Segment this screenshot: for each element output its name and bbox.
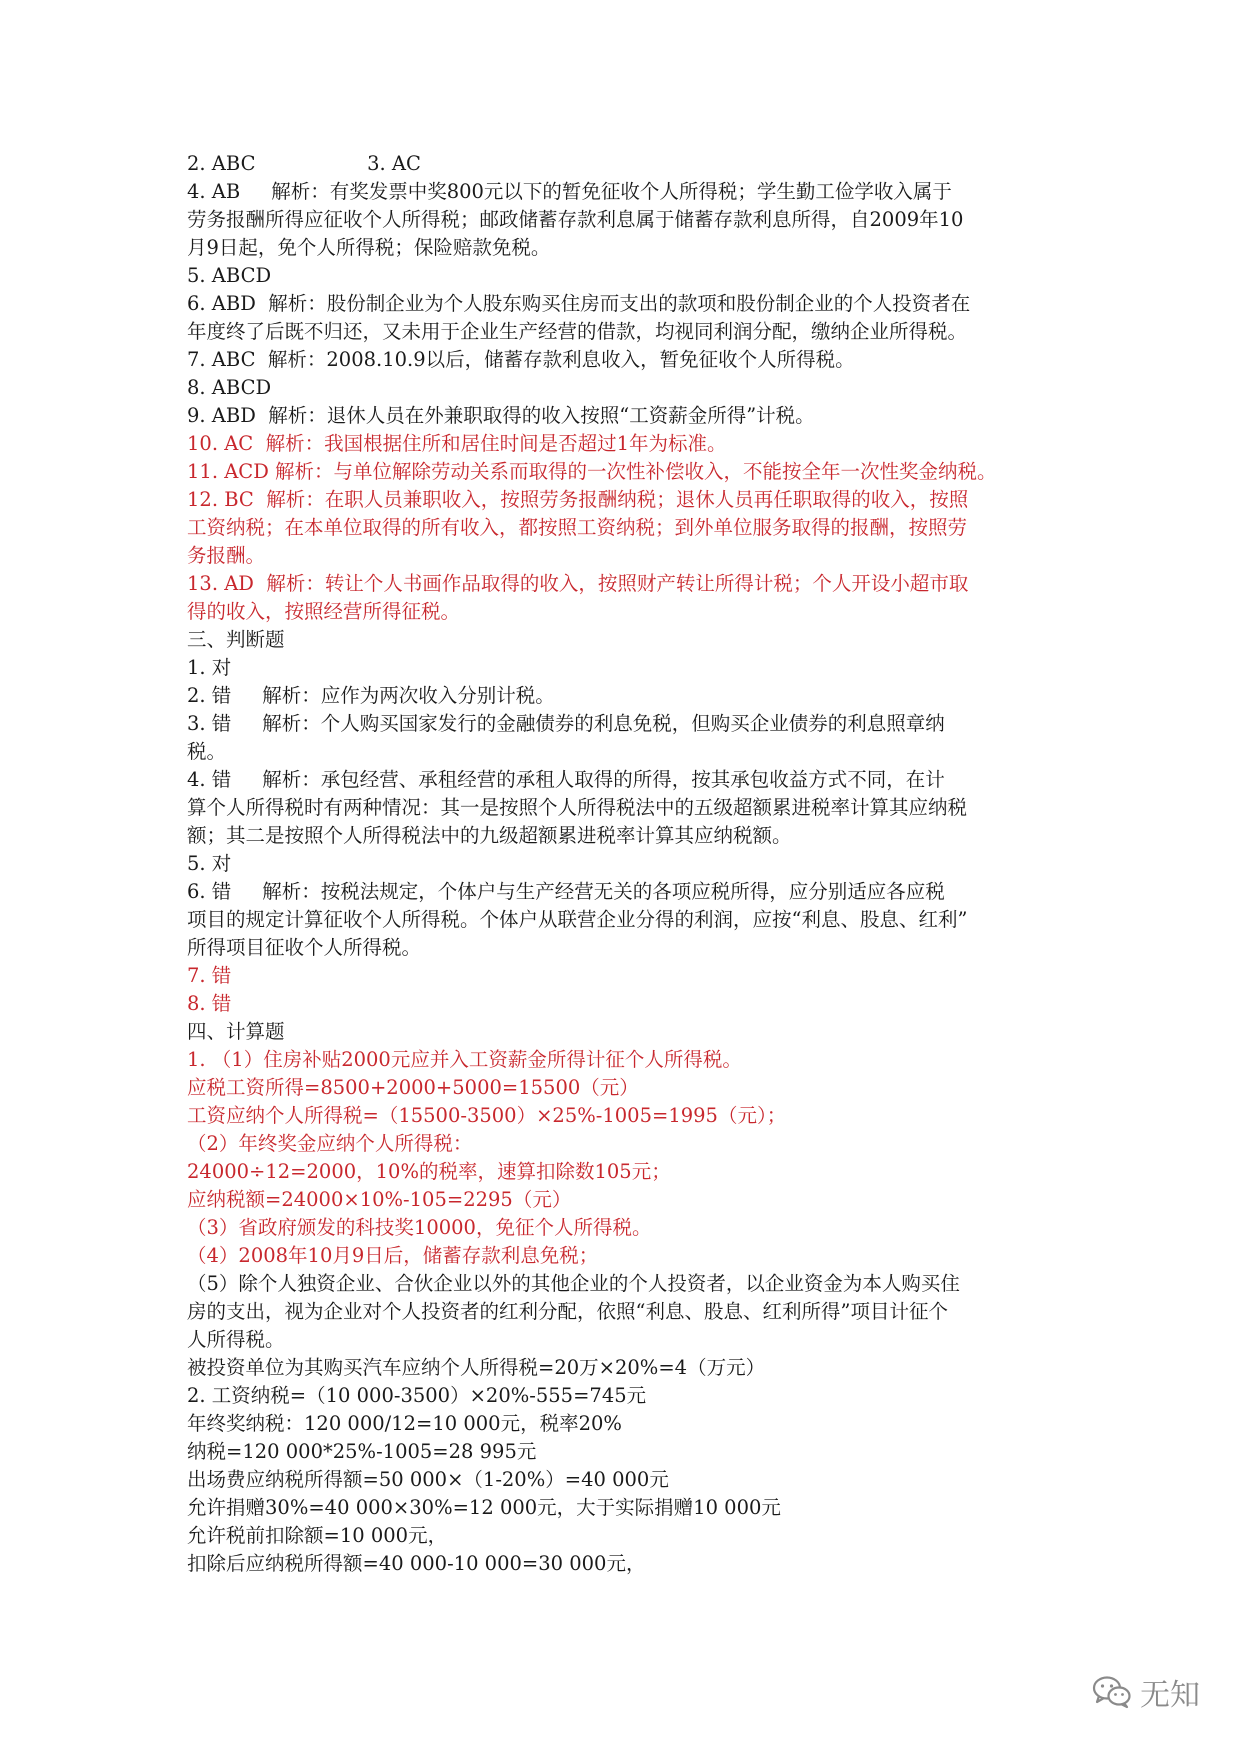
text-line: 应税工资所得=8500+2000+5000=15500（元） bbox=[187, 1076, 639, 1099]
text-line: 2. 工资纳税=（10 000-3500）×20%-555=745元 bbox=[187, 1384, 647, 1407]
text-line: 13. AD 解析：转让个人书画作品取得的收入，按照财产转让所得计税；个人开设小超市取 bbox=[187, 572, 969, 595]
text-line: （2）年终奖金应纳个人所得税： bbox=[187, 1132, 473, 1155]
text-line: 三、判断题 bbox=[187, 628, 285, 651]
text-line: 允许税前扣除额=10 000元， bbox=[187, 1524, 448, 1547]
text-line: 所得项目征收个人所得税。 bbox=[187, 936, 422, 959]
text-line: 出场费应纳税所得额=50 000×（1-20%）=40 000元 bbox=[187, 1468, 669, 1491]
text-line: 房的支出，视为企业对个人投资者的红利分配，依照“利息、股息、红利所得”项目计征个 bbox=[187, 1300, 948, 1323]
text-line: 3. 错 解析：个人购买国家发行的金融债券的利息免税，但购买企业债券的利息照章纳 bbox=[187, 712, 945, 735]
text-line: （3）省政府颁发的科技奖10000，免征个人所得税。 bbox=[187, 1216, 652, 1239]
text-line: 纳税=120 000*25%-1005=28 995元 bbox=[187, 1440, 537, 1463]
text-line: 务报酬。 bbox=[187, 544, 266, 567]
text-line: 月9日起，免个人所得税；保险赔款免税。 bbox=[187, 236, 551, 259]
text-line: 应纳税额=24000×10%-105=2295（元） bbox=[187, 1188, 572, 1211]
text-line: 4. 错 解析：承包经营、承租经营的承租人取得的所得，按其承包收益方式不同，在计 bbox=[187, 768, 945, 791]
text-line: 工资纳税；在本单位取得的所有收入，都按照工资纳税；到外单位服务取得的报酬，按照劳 bbox=[187, 516, 968, 539]
text-line: 4. AB 解析：有奖发票中奖800元以下的暂免征收个人所得税；学生勤工俭学收入属于 bbox=[187, 180, 952, 203]
text-line: 2. ABC 3. AC bbox=[187, 152, 421, 175]
text-line: 8. 错 bbox=[187, 992, 232, 1015]
text-line: 8. ABCD bbox=[187, 376, 272, 399]
text-line: 6. ABD 解析：股份制企业为个人股东购买住房而支出的款项和股份制企业的个人投资者在 bbox=[187, 292, 971, 315]
text-line: 允许捐赠30%=40 000×30%=12 000元，大于实际捐赠10 000元 bbox=[187, 1496, 781, 1519]
text-line: 项目的规定计算征收个人所得税。个体户从联营企业分得的利润，应按“利息、股息、红利” bbox=[187, 908, 968, 931]
text-line: （4）2008年10月9日后，储蓄存款利息免税； bbox=[187, 1244, 599, 1267]
text-line: 1. 对 bbox=[187, 656, 232, 679]
document-body bbox=[187, 150, 1067, 1578]
text-line: 24000÷12=2000，10%的税率，速算扣除数105元； bbox=[187, 1160, 671, 1183]
text-line: 扣除后应纳税所得额=40 000-10 000=30 000元， bbox=[187, 1552, 646, 1575]
text-line: 9. ABD 解析：退休人员在外兼职取得的收入按照“工资薪金所得”计税。 bbox=[187, 404, 815, 427]
text-line: 四、计算题 bbox=[187, 1020, 285, 1043]
text-line: 被投资单位为其购买汽车应纳个人所得税=20万×20%=4（万元） bbox=[187, 1356, 766, 1379]
text-line: 11. ACD 解析：与单位解除劳动关系而取得的一次性补偿收入，不能按全年一次性奖金纳税。 bbox=[187, 460, 997, 483]
watermark bbox=[1092, 1670, 1200, 1714]
text-line: 1. （1）住房补贴2000元应并入工资薪金所得计征个人所得税。 bbox=[187, 1048, 742, 1071]
text-line: 12. BC 解析：在职人员兼职收入，按照劳务报酬纳税；退休人员再任职取得的收入，按照 bbox=[187, 488, 969, 511]
text-line: 得的收入，按照经营所得征税。 bbox=[187, 600, 461, 623]
text-line: 年度终了后既不归还，又未用于企业生产经营的借款，均视同利润分配，缴纳企业所得税。 bbox=[187, 320, 968, 343]
text-line: 税。 bbox=[187, 740, 227, 763]
text-line: 额；其二是按照个人所得税法中的九级超额累进税率计算其应纳税额。 bbox=[187, 824, 792, 847]
text-line: （5）除个人独资企业、合伙企业以外的其他企业的个人投资者，以企业资金为本人购买住 bbox=[187, 1272, 960, 1295]
wechat-icon bbox=[1092, 1675, 1132, 1709]
text-line: 年终奖纳税：120 000/12=10 000元，税率20% bbox=[187, 1412, 622, 1435]
text-line: 10. AC 解析：我国根据住所和居住时间是否超过1年为标准。 bbox=[187, 432, 727, 455]
text-line: 工资应纳个人所得税=（15500-3500）×25%-1005=1995（元）； bbox=[187, 1104, 787, 1127]
text-line: 算个人所得税时有两种情况：其一是按照个人所得税法中的五级超额累进税率计算其应纳税 bbox=[187, 796, 968, 819]
text-line: 5. ABCD bbox=[187, 264, 272, 287]
text-line: 7. ABC 解析：2008.10.9以后，储蓄存款利息收入，暂免征收个人所得税。 bbox=[187, 348, 855, 371]
text-line: 2. 错 解析：应作为两次收入分别计税。 bbox=[187, 684, 555, 707]
text-line: 6. 错 解析：按税法规定，个体户与生产经营无关的各项应税所得，应分别适应各应税 bbox=[187, 880, 945, 903]
watermark-text: 无知 bbox=[1140, 1678, 1200, 1713]
text-line: 5. 对 bbox=[187, 852, 232, 875]
text-line: 人所得税。 bbox=[187, 1328, 285, 1351]
text-line: 劳务报酬所得应征收个人所得税；邮政储蓄存款利息属于储蓄存款利息所得，自2009年10 bbox=[187, 208, 964, 231]
text-line: 7. 错 bbox=[187, 964, 232, 987]
